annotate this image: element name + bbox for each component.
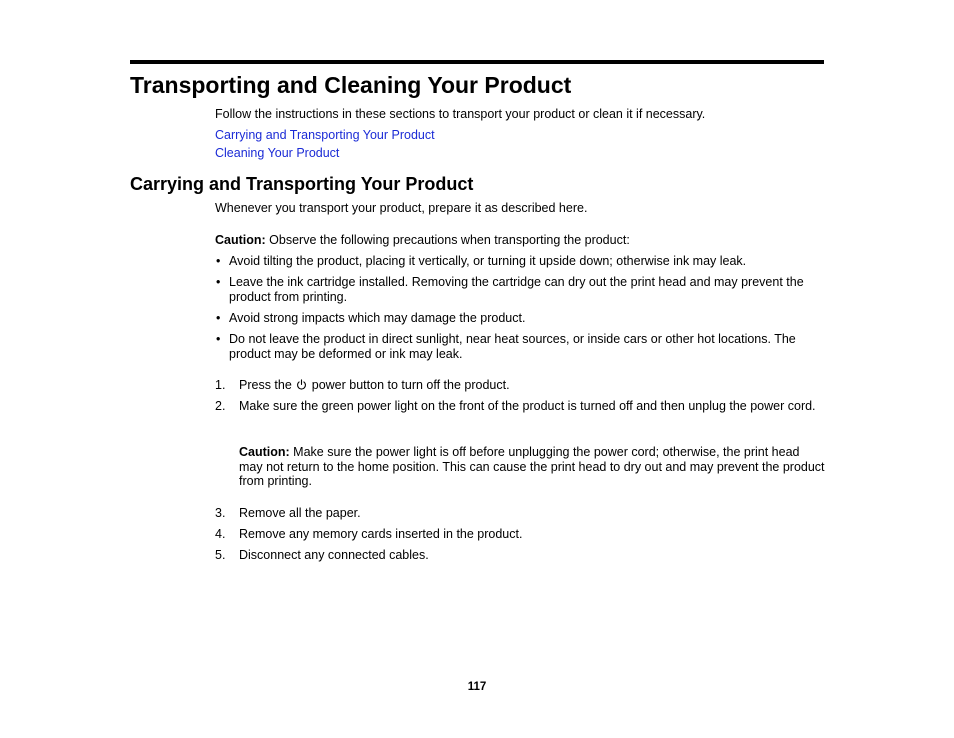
section-intro: Whenever you transport your product, prepare it as described here. xyxy=(215,201,588,215)
step-caution-text: Make sure the power light is off before unplugging the power cord; otherwise, the print head may not return to the home position. This can cause the print head to dry out and may prevent the product from printing. xyxy=(239,445,825,488)
page-title: Transporting and Cleaning Your Product xyxy=(130,72,572,98)
bullet-item: Do not leave the product in direct sunlight, near heat sources, or inside cars or other hot locations. The product may be deformed or ink may leak. xyxy=(229,332,796,361)
link-cleaning[interactable]: Cleaning Your Product xyxy=(215,146,340,160)
intro-text: Follow the instructions in these sections to transport your product or clean it if necessary. xyxy=(215,107,706,121)
step-number: 5. xyxy=(215,548,226,562)
caution-note xyxy=(215,233,825,248)
step-item xyxy=(239,378,825,393)
section-title: Carrying and Transporting Your Product xyxy=(130,174,474,194)
step-item: Remove all the paper. xyxy=(239,506,361,520)
bullet-mark: • xyxy=(216,311,221,325)
bullet-item: Leave the ink cartridge installed. Removing the cartridge can dry out the print head and may prevent the product from printing. xyxy=(229,275,804,304)
bullet-item: Avoid tilting the product, placing it vertically, or turning it upside down; otherwise ink may leak. xyxy=(229,254,747,268)
caution-label: Caution: xyxy=(215,233,266,247)
step-item: Disconnect any connected cables. xyxy=(239,548,429,562)
power-icon xyxy=(296,379,307,390)
step-text-after-icon: power button to turn off the product. xyxy=(308,378,510,392)
step-number: 1. xyxy=(215,378,226,392)
bullet-item: Avoid strong impacts which may damage the product. xyxy=(229,311,526,325)
heading-rule xyxy=(130,60,824,64)
step-number: 2. xyxy=(215,399,226,413)
page-number: 117 xyxy=(467,681,487,693)
step-caution-label: Caution: xyxy=(239,445,290,459)
step-caution-note xyxy=(239,445,825,489)
caution-text: Observe the following precautions when transporting the product: xyxy=(265,233,630,247)
step-text-before-icon: Press the xyxy=(239,378,296,392)
step-item: Make sure the green power light on the front of the product is turned off and then unplug the power cord. xyxy=(239,399,816,413)
step-item: Remove any memory cards inserted in the product. xyxy=(239,527,523,541)
step-number: 4. xyxy=(215,527,226,541)
link-carrying-transporting[interactable]: Carrying and Transporting Your Product xyxy=(215,128,435,142)
step-number: 3. xyxy=(215,506,226,520)
bullet-mark: • xyxy=(216,275,221,289)
bullet-mark: • xyxy=(216,332,221,346)
bullet-mark: • xyxy=(216,254,221,268)
